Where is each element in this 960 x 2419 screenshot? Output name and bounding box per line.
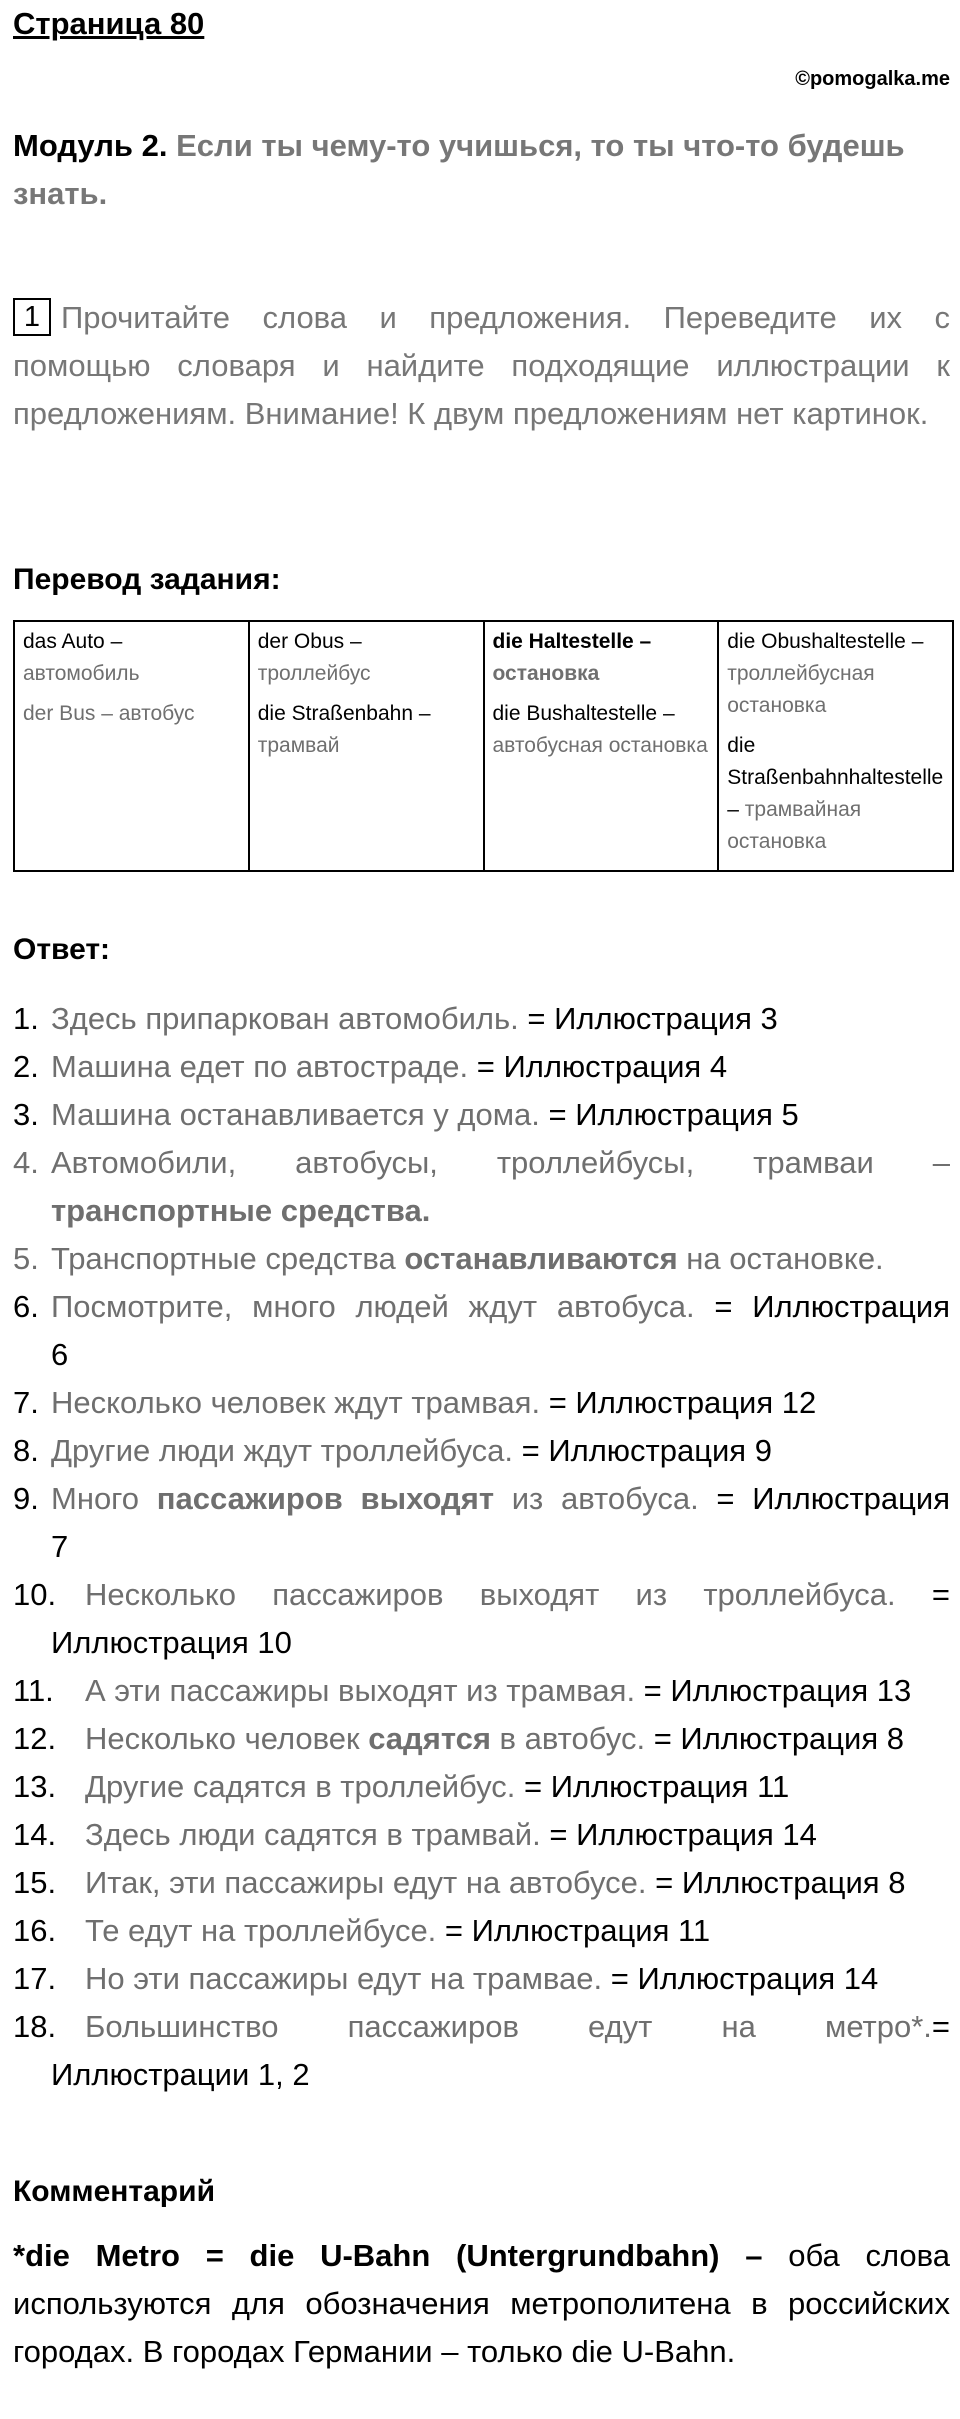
answer-sentence: Другие люди ждут троллейбуса. [51,1433,513,1468]
vocab-entry [493,698,710,762]
answer-result: 6 [51,1337,69,1372]
answer-item [13,1427,950,1475]
answer-result: = Иллюстрация 14 [602,1961,879,1996]
answer-sentence: Несколько человек ждут трамвая. [51,1385,541,1420]
answer-bold: останавливаются [404,1241,678,1276]
answer-number: 8. [13,1433,39,1468]
answer-number: 3. [13,1097,39,1132]
answer-item [13,1715,950,1763]
answer-bold: пассажиров выходят [156,1481,495,1516]
dash: – [727,798,745,821]
answer-bold: транспортные средства. [51,1193,431,1228]
answer-result: = Иллюстрация 11 [436,1913,711,1948]
vocab-entry [23,626,240,690]
answer-item [13,1091,950,1139]
answer-number: 16. [13,1913,57,1948]
answer-item [13,995,950,1043]
answer-sentence: Итак, эти пассажиры едут на автобусе. [85,1865,647,1900]
answer-number: 4. [13,1145,39,1180]
module-theme: Если ты чему-то учишься, то ты что-то будешь знать. [13,128,905,211]
answer-result: = Иллюстрация 12 [540,1385,817,1420]
answer-sentence: Транспортные средства [51,1241,405,1276]
answer-continuation [13,1523,950,1571]
task-text-block [13,294,950,438]
answer-sentence: в автобус. [490,1721,646,1756]
answer-continuation [13,1187,950,1235]
answer-item [13,2003,950,2051]
answer-result: = Иллюстрация 13 [635,1673,912,1708]
answer-number: 5. [13,1241,39,1276]
answer-continuation [13,1331,950,1379]
comment-heading: Комментарий [13,2175,216,2208]
answer-number: 14. [13,1817,57,1852]
answer-number: 2. [13,1049,39,1084]
comment-term: *die Metro = die U-Bahn (Untergrundbahn) – [13,2238,763,2273]
german-word: die Obushaltestelle – [727,630,924,653]
answer-result: = [931,2009,950,2044]
answer-number: 7. [13,1385,39,1420]
answer-result: = Иллюстрация [698,1481,950,1516]
german-word: die Straßenbahn – [257,702,431,725]
translation-heading: Перевод задания: [13,563,281,596]
answer-number: 17. [13,1961,57,1996]
answer-item [13,1907,950,1955]
german-word: der Bus [23,702,96,725]
answer-continuation [13,2051,950,2099]
vocab-entry [258,698,475,762]
german-word: die Bushaltestelle – [492,702,675,725]
russian-translation: остановка [492,662,600,685]
russian-translation: троллейбус [257,662,371,685]
answer-item [13,1571,950,1619]
answer-item [13,1235,950,1283]
answer-sentence: Машина едет по автостраде. [51,1049,469,1084]
vocab-entry [727,626,944,722]
answer-result: = Иллюстрация 9 [513,1433,772,1468]
answer-result: Иллюстрация 10 [51,1625,292,1660]
answer-result: Иллюстрации 1, 2 [51,2057,310,2092]
answer-number: 15. [13,1865,57,1900]
answer-result: = Иллюстрация 4 [468,1049,728,1084]
task-instruction: Прочитайте слова и предложения. Переведите их с помощью словаря и найдите подходящие иллюстрации к предложениям. Внимание! К двум предложениям нет картинок. [13,300,950,431]
answer-item [13,1955,950,2003]
answer-sentence: Но эти пассажиры едут на трамвае. [85,1961,603,1996]
answer-continuation [13,1619,950,1667]
answer-sentence: Другие садятся в троллейбус. [85,1769,516,1804]
vocab-cell-2 [249,621,484,871]
answer-number: 6. [13,1289,39,1324]
answer-item [13,1763,950,1811]
german-word: die Haltestelle – [492,630,652,653]
answer-result: = Иллюстрация 14 [540,1817,817,1852]
answer-number: 13. [13,1769,57,1804]
page-title: Страница 80 [13,6,205,41]
answer-sentence: на остановке. [677,1241,884,1276]
answer-number: 1. [13,1001,39,1036]
answer-sentence: Посмотрите, много людей ждут автобуса. [51,1289,695,1324]
comment-body: оба слова используются для обозначения метрополитена в российских городах. В городах Германии – только die U-Bahn. [13,2238,951,2369]
answer-number: 12. [13,1721,57,1756]
answer-number: 9. [13,1481,39,1516]
answer-sentence: Те едут на троллейбусе. [85,1913,437,1948]
russian-translation: автобусная остановка [492,734,708,757]
answer-result: = Иллюстрация 8 [645,1721,905,1756]
russian-translation: – автобус [95,702,195,725]
answer-sentence: Много [51,1481,157,1516]
answer-list [13,995,950,2099]
answer-item [13,1667,950,1715]
vocab-entry [258,626,475,690]
comment-text [13,2232,950,2376]
russian-translation: троллейбусная остановка [727,662,875,717]
answer-sentence: Машина останавливается у дома. [51,1097,540,1132]
answer-item [13,1139,950,1187]
vocab-entry [493,626,710,690]
answer-item [13,1283,950,1331]
task-number-box: 1 [13,298,51,336]
answer-sentence: из автобуса. [494,1481,699,1516]
answer-result: = Иллюстрация 3 [518,1001,778,1036]
german-word: der Obus – [257,630,362,653]
answer-sentence: А эти пассажиры выходят из трамвая. [85,1673,636,1708]
answer-item [13,1379,950,1427]
answer-result: = [895,1577,950,1612]
vocab-cell-1 [14,621,249,871]
answer-sentence: Несколько человек [85,1721,369,1756]
answer-number: 10. [13,1577,57,1612]
answer-result: = Иллюстрация 5 [539,1097,799,1132]
vocab-cell-4 [718,621,953,871]
russian-translation: трамвай [257,734,340,757]
vocab-entry [727,730,944,858]
russian-translation: трамвайная остановка [727,798,862,853]
answer-item [13,1811,950,1859]
german-word: die Straßenbahnhaltestelle [727,734,944,789]
answer-number: 11. [13,1673,54,1708]
site-watermark: ©pomogalka.me [795,68,950,90]
vocab-entry [23,698,240,730]
german-word: das Auto – [23,630,123,653]
vocab-cell-3 [484,621,719,871]
answer-item [13,1475,950,1523]
answer-sentence: Несколько пассажиров выходят из троллейбуса. [85,1577,896,1612]
answer-sentence: Здесь припаркован автомобиль. [51,1001,519,1036]
vocabulary-table [13,620,954,872]
answer-number: 18. [13,2009,57,2044]
answer-bold: садятся [368,1721,491,1756]
answer-heading: Ответ: [13,933,111,966]
russian-translation: автомобиль [23,662,140,685]
module-heading [13,122,950,218]
answer-result: = Иллюстрация 8 [646,1865,906,1900]
answer-item [13,1859,950,1907]
answer-sentence: Здесь люди садятся в трамвай. [85,1817,541,1852]
answer-result: 7 [51,1529,69,1564]
answer-item [13,1043,950,1091]
answer-sentence: Большинство пассажиров едут на метро*. [85,2009,932,2044]
answer-result: = Иллюстрация [694,1289,951,1324]
module-label: Модуль 2. [13,128,168,163]
answer-sentence: Автомобили, автобусы, троллейбусы, трамваи – [51,1145,950,1180]
answer-result: = Иллюстрация 11 [515,1769,790,1804]
